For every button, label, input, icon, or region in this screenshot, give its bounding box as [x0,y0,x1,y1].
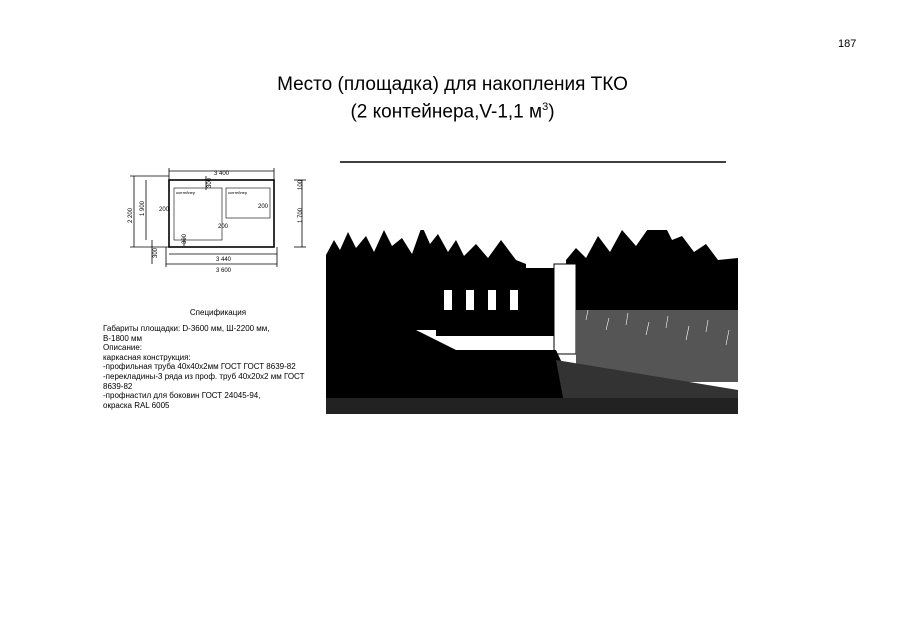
spec-line: Описание: [103,343,143,353]
specification-heading: Спецификация [189,308,247,317]
dim-left-outer: 2 200 [128,207,134,223]
page-title [0,74,905,123]
site-plan-drawing [124,168,324,276]
dim-offset-mid: 200 [218,224,229,230]
spec-line: Габариты площадки: D-3600 мм, Ш-2200 мм, [103,324,270,333]
dim-bottom-inner: 3 440 [216,257,232,263]
label-container-1: контейнер [176,190,196,195]
dim-top-width: 3 400 [214,171,230,177]
spec-line: В-1800 мм [103,333,143,343]
spec-line: -профнастил для боковин ГОСТ 24045-94, [103,391,261,401]
dim-offset-right: 200 [258,204,269,210]
dim-gap-top: 300 [207,177,213,188]
label-container-2: контейнер [228,190,248,195]
spec-line: окраска RAL 6005 [103,400,170,410]
dim-gap-bottom: 300 [182,233,188,244]
dim-offset-left: 200 [159,207,170,213]
photo-illustration [326,160,738,414]
dim-bottom-outer: 3 600 [216,268,232,274]
dim-left-bottom: 300 [153,247,159,258]
specification-body [103,324,331,410]
page-number: 187 [838,38,857,50]
dim-left-inner: 1 900 [140,200,146,216]
spec-line: каркасная конструкция: [103,352,191,362]
dim-right-main: 1 700 [298,207,304,223]
title-line-1: Место (площадка) для накопления ТКО [277,74,628,95]
title-line-2: (2 контейнера,V-1,1 $м^3$) [350,101,555,123]
spec-line: 8639-82 [103,381,133,391]
spec-line: -профильная труба 40х40х2мм ГОСТ ГОСТ 8639-82 [103,362,296,372]
spec-line: -перекладины-3 ряда из проф. труб 40х20х2 мм ГОСТ [103,371,305,381]
dim-right-top: 100 [298,179,304,190]
